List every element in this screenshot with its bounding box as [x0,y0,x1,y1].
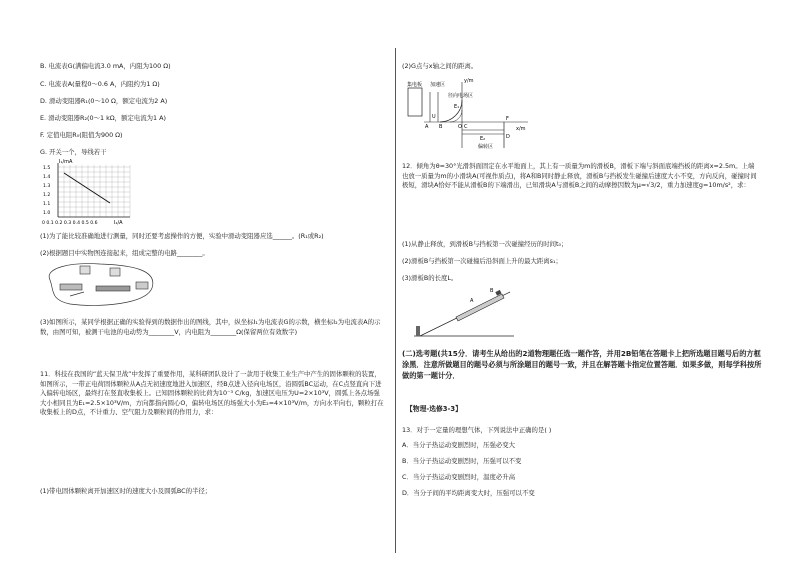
graph-y-tick: 1.0 [43,211,51,216]
point-f: F [506,116,509,122]
collector-plate [408,88,422,116]
ammeter-icon [80,266,90,274]
q13-text: 13．对于一定量的理想气体，下列说法中正确的是( ) [402,426,552,434]
battery-icon [60,284,82,290]
q12-part1: (1)从静止释放，到滑板B与挡板第一次碰撞经历的时间t₀； [402,240,568,248]
q13-option-b: B．当分子热运动变剧烈时，压强可以不变 [402,457,522,465]
x-axis-label: x/m [516,126,526,132]
graph-grid [58,165,130,217]
option-e: E. 滑动变阻器R₂(0～1 kΩ，额定电流为1 A) [40,114,166,122]
right-column [402,0,762,562]
origin-o: O [458,124,462,130]
switch-icon [70,292,84,296]
graph-y-tick: 1.5 [43,166,51,171]
left-column [40,0,388,562]
i1-i2-graph [40,157,150,229]
q12-part2: (2)滑板B与挡板第一次碰撞后沿斜面上升的最大距离s₁； [402,257,562,265]
label-a: A [470,298,474,304]
point-a: A [425,124,429,130]
option-g: G. 开关一个，导线若干 [40,148,107,156]
graph-y-tick: 1.4 [43,175,51,180]
graph-line [64,173,110,203]
elective-tag: 【物理-选修3-3】 [406,405,462,413]
graph-y-tick: 1.1 [43,202,51,207]
q2-text: (2)根据题目中实物图连接起来，组成完整的电路________。 [40,249,209,257]
incline-figure [410,284,520,340]
option-d: D. 滑动变阻器R₁(0～10 Ω，额定电流为2 A) [40,97,168,105]
rheostat-icon [96,286,130,291]
q11-text: 11．科技在我国的“蓝天保卫战”中发挥了重要作用，某科研团队设计了一款用于收集工业生产中产生的固体颗粒的装置，如图所示，一带正电荷固体颗粒从A点无初速度地进入加速区，经B点进入径向电场区，沿圆弧BC运动，在C点竖直向下进入偏转电场区，最终打在竖直收集板上。已知固体颗粒的比荷为10⁻³ C/kg，加速区电压为U=2×10³V，圆弧上各点场强大小相同且为E₁=2.5×10³V/m，方向都指向圆心O，偏转电场区的场强大小为E₂=4×10³V/m，方向水平向右，颗粒打在收集板上的D点，不计重力、空气阻力及颗粒间的作用力，求： [40,370,384,417]
accel-label: 加速区 [430,82,446,88]
point-c: C [464,124,468,130]
q13-option-a: A．当分子热运动变剧烈时，压强必变大 [402,441,516,449]
galvanometer-icon [110,268,120,276]
field-e2: E₂ [480,136,486,142]
stopper-block [416,326,420,336]
point-d: D [506,134,510,140]
y-axis-label: y/m [464,78,474,84]
q1-text: (1)为了能比较准确地进行测量，同时还要考虑操作的方便，实验中滑动变阻器应选______。(R₁或R₂) [40,232,324,240]
q12-part3: (3)滑板B的长度L。 [402,274,458,282]
field-e1: E₁ [454,104,460,110]
q12-text: 12．倾角为θ=30°光滑斜面固定在水平地面上，其上有一质量为m的滑板B，滑板下端与斜面底端挡板的距离x=2.5m。上端也放一质量为m的小滑块A(可视作质点)，将A和B同时静止释放，滑板B与挡板发生碰撞后速度大小不变，方向反向，碰撞时间极短，滑块A恰好不能从滑板B的下端滑出，已知滑块A与滑板B之间的动摩擦因数为μ=√3/2，重力加速度g=10m/s²，求： [402,162,757,190]
circuit-apparatus-figure [40,260,160,310]
q11-part1: (1)带电固体颗粒离开加速区时的速度大小及圆弧BC的半径； [40,487,212,495]
elective-section-header: (二)选考题(共15分．请考生从给出的2道物理题任选一题作答，并用2B铅笔在答题卡上把所选题目题号后的方框涂黑．注意所做题目的题号必须与所涂题目的题号一致，并且在解答题卡指定位置答题．如果多做，则每学科按所做的第一题计分． [402,349,762,380]
label-b: B [490,288,494,294]
option-b: B. 电流表G(满偏电流3.0 mA，内阻为100 Ω) [40,62,171,70]
graph-y-label: I₁/mA [59,159,73,165]
option-c: C. 电流表A(量程0～0.6 A，内阻约为1 Ω) [40,80,160,88]
q11-part2: (2)G点与x轴之间的距离。 [402,62,478,70]
graph-y-tick: 1.2 [43,193,51,198]
deflect-label: 偏转区 [478,144,494,150]
resistor-icon [136,282,148,289]
board-b [456,294,504,321]
option-f: F. 定值电阻R₀(阻值为900 Ω) [40,131,123,139]
q13-option-d: D．当分子间的平均距离变大时，压强可以不变 [402,489,535,497]
q3-text: (3)如图所示，某同学根据正确的实验得到的数据作出的图线，其中，纵坐标I₁为电流表G的示数，横坐标I₂为电流表A的示数，由图可知，被测干电池的电动势为________V，内电阻为________Ω(保留两位有效数字) [40,318,381,336]
q13-option-c: C．当分子热运动变剧烈时，温度必升高 [402,473,516,481]
graph-x-ticks: 0 0.1 0.2 0.3 0.4 0.5 0.6 [42,221,98,226]
collector-label: 集电板 [407,82,423,88]
graph-y-ticks [43,165,50,216]
column-divider [395,48,396,553]
voltage-label: U [432,114,436,120]
radial-label: 径向电场区 [448,93,474,99]
graph-y-tick: 1.3 [43,184,51,189]
particle-collector-figure [404,78,534,150]
point-b: B [439,124,443,130]
graph-x-label: I₂/A [114,220,123,226]
